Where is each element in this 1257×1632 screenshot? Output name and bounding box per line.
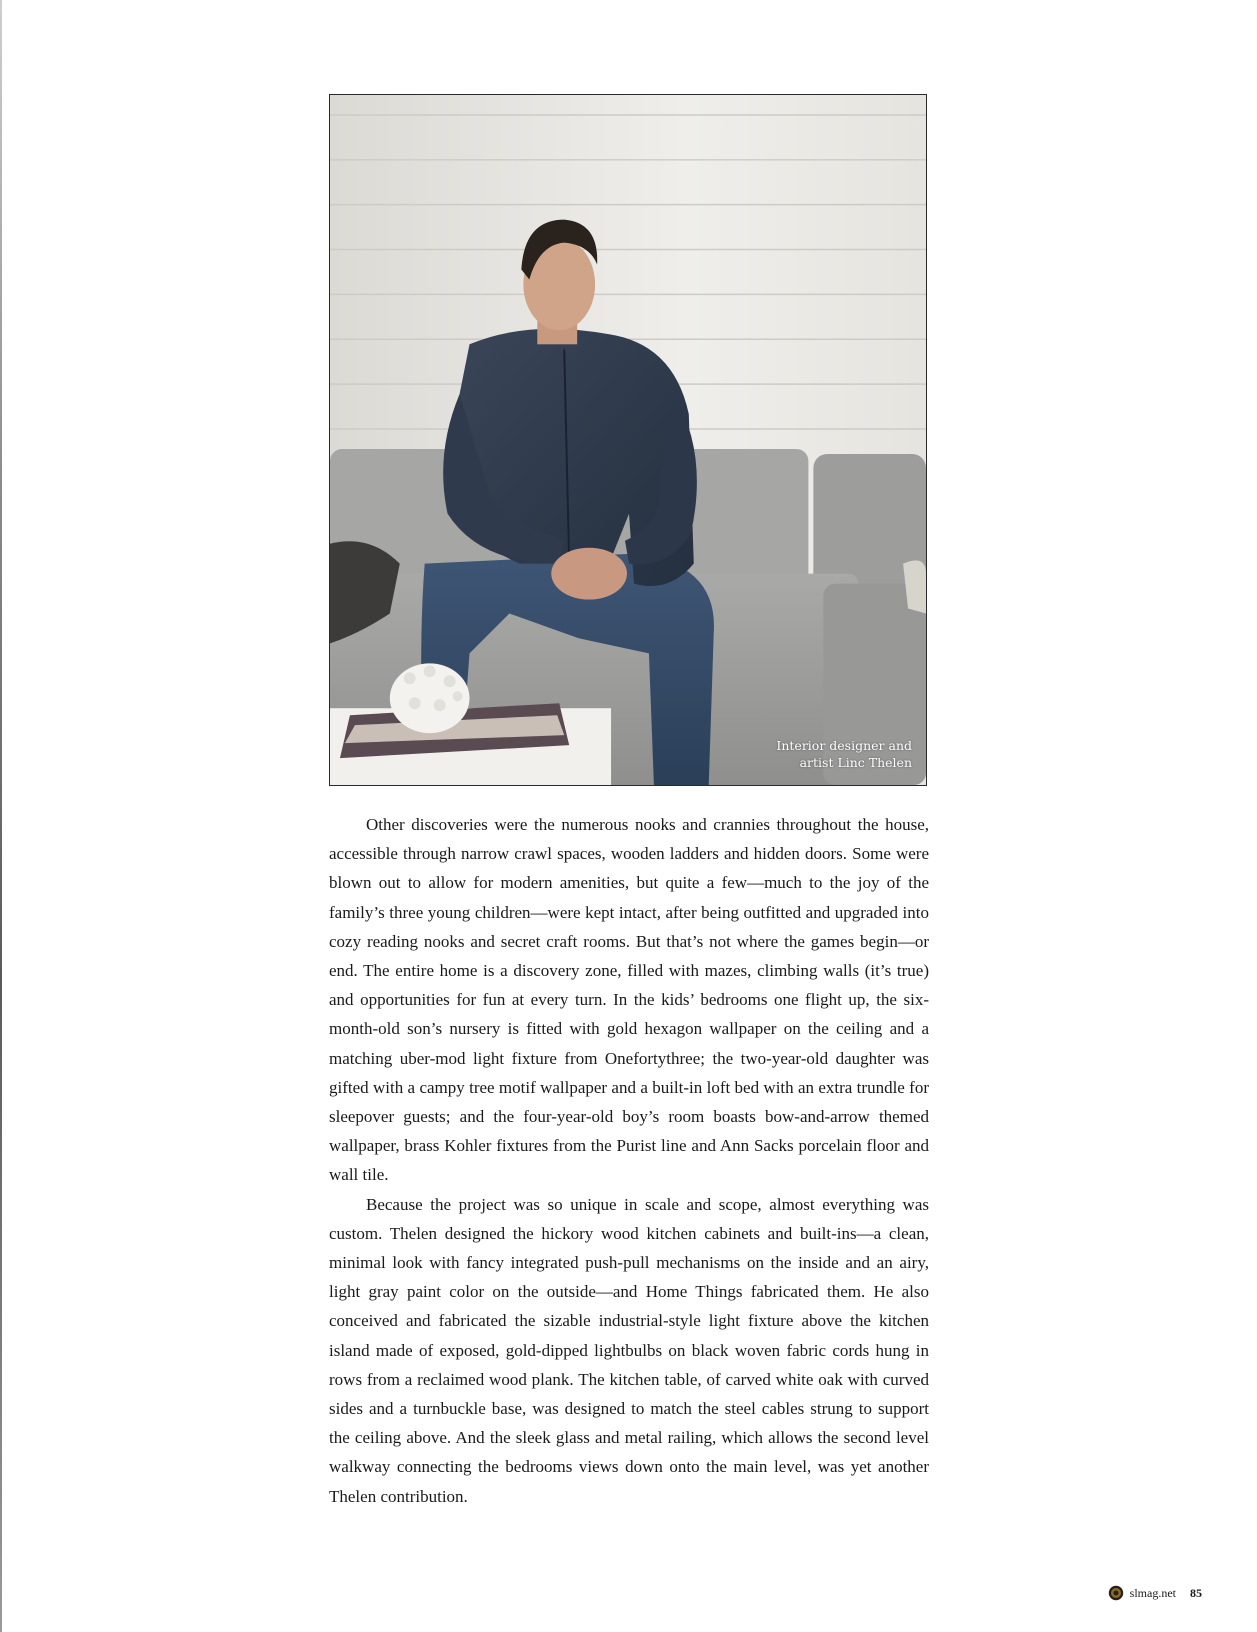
- article-paragraph: Other discoveries were the numerous nooks and crannies throughout the house, accessible through narrow crawl spaces, wooden ladders and hidden doors. Some were blown out to allow for modern amenities, but quite a few—much to the joy of the family’s three young children—were kept intact, after being outfitted and upgraded into cozy reading nooks and secret craft rooms. But that’s not where the games begin—or end. The entire home is a discovery zone, filled with mazes, climbing walls (it’s true) and opportunities for fun at every turn. In the kids’ bedrooms one flight up, the six-month-old son’s nursery is fitted with gold hexagon wallpaper on the ceiling and a matching uber-mod light fixture from Onefortythree; the two-year-old daughter was gifted with a campy tree motif wallpaper and a built-in loft bed with an extra trundle for sleepover guests; and the four-year-old boy’s room boasts bow-and-arrow themed wallpaper, brass Kohler fixtures from the Purist line and Ann Sacks porcelain floor and wall tile.: [329, 815, 929, 1185]
- page-edge-shadow: [0, 0, 2, 1632]
- page-number: 85: [1190, 1585, 1202, 1600]
- portrait-photo: [329, 94, 927, 786]
- photo-caption-line: Interior designer and: [776, 738, 912, 753]
- magazine-logo-icon: [1108, 1585, 1124, 1601]
- photo-caption: [776, 737, 912, 771]
- photo-caption-line: artist Linc Thelen: [799, 755, 912, 770]
- site-url[interactable]: slmag.net: [1129, 1585, 1176, 1600]
- page-footer: [1108, 1585, 1202, 1601]
- article-body: [329, 810, 929, 1511]
- portrait-photo-illustration: [330, 95, 926, 785]
- article-paragraph: Because the project was so unique in scale and scope, almost everything was custom. Thelen designed the hickory wood kitchen cabinets and built-ins—a clean, minimal look with fancy integrated push-pull mechanisms on the inside and an airy, light gray paint color on the outside—and Home Things fabricated them. He also conceived and fabricated the sizable industrial-style light fixture above the kitchen island made of exposed, gold-dipped lightbulbs on black woven fabric cords hung in rows from a reclaimed wood plank. The kitchen table, of carved white oak with curved sides and a turnbuckle base, was designed to match the steel cables strung to support the ceiling above. And the sleek glass and metal railing, which allows the second level walkway connecting the bedrooms views down onto the main level, was yet another Thelen contribution.: [329, 1194, 929, 1506]
